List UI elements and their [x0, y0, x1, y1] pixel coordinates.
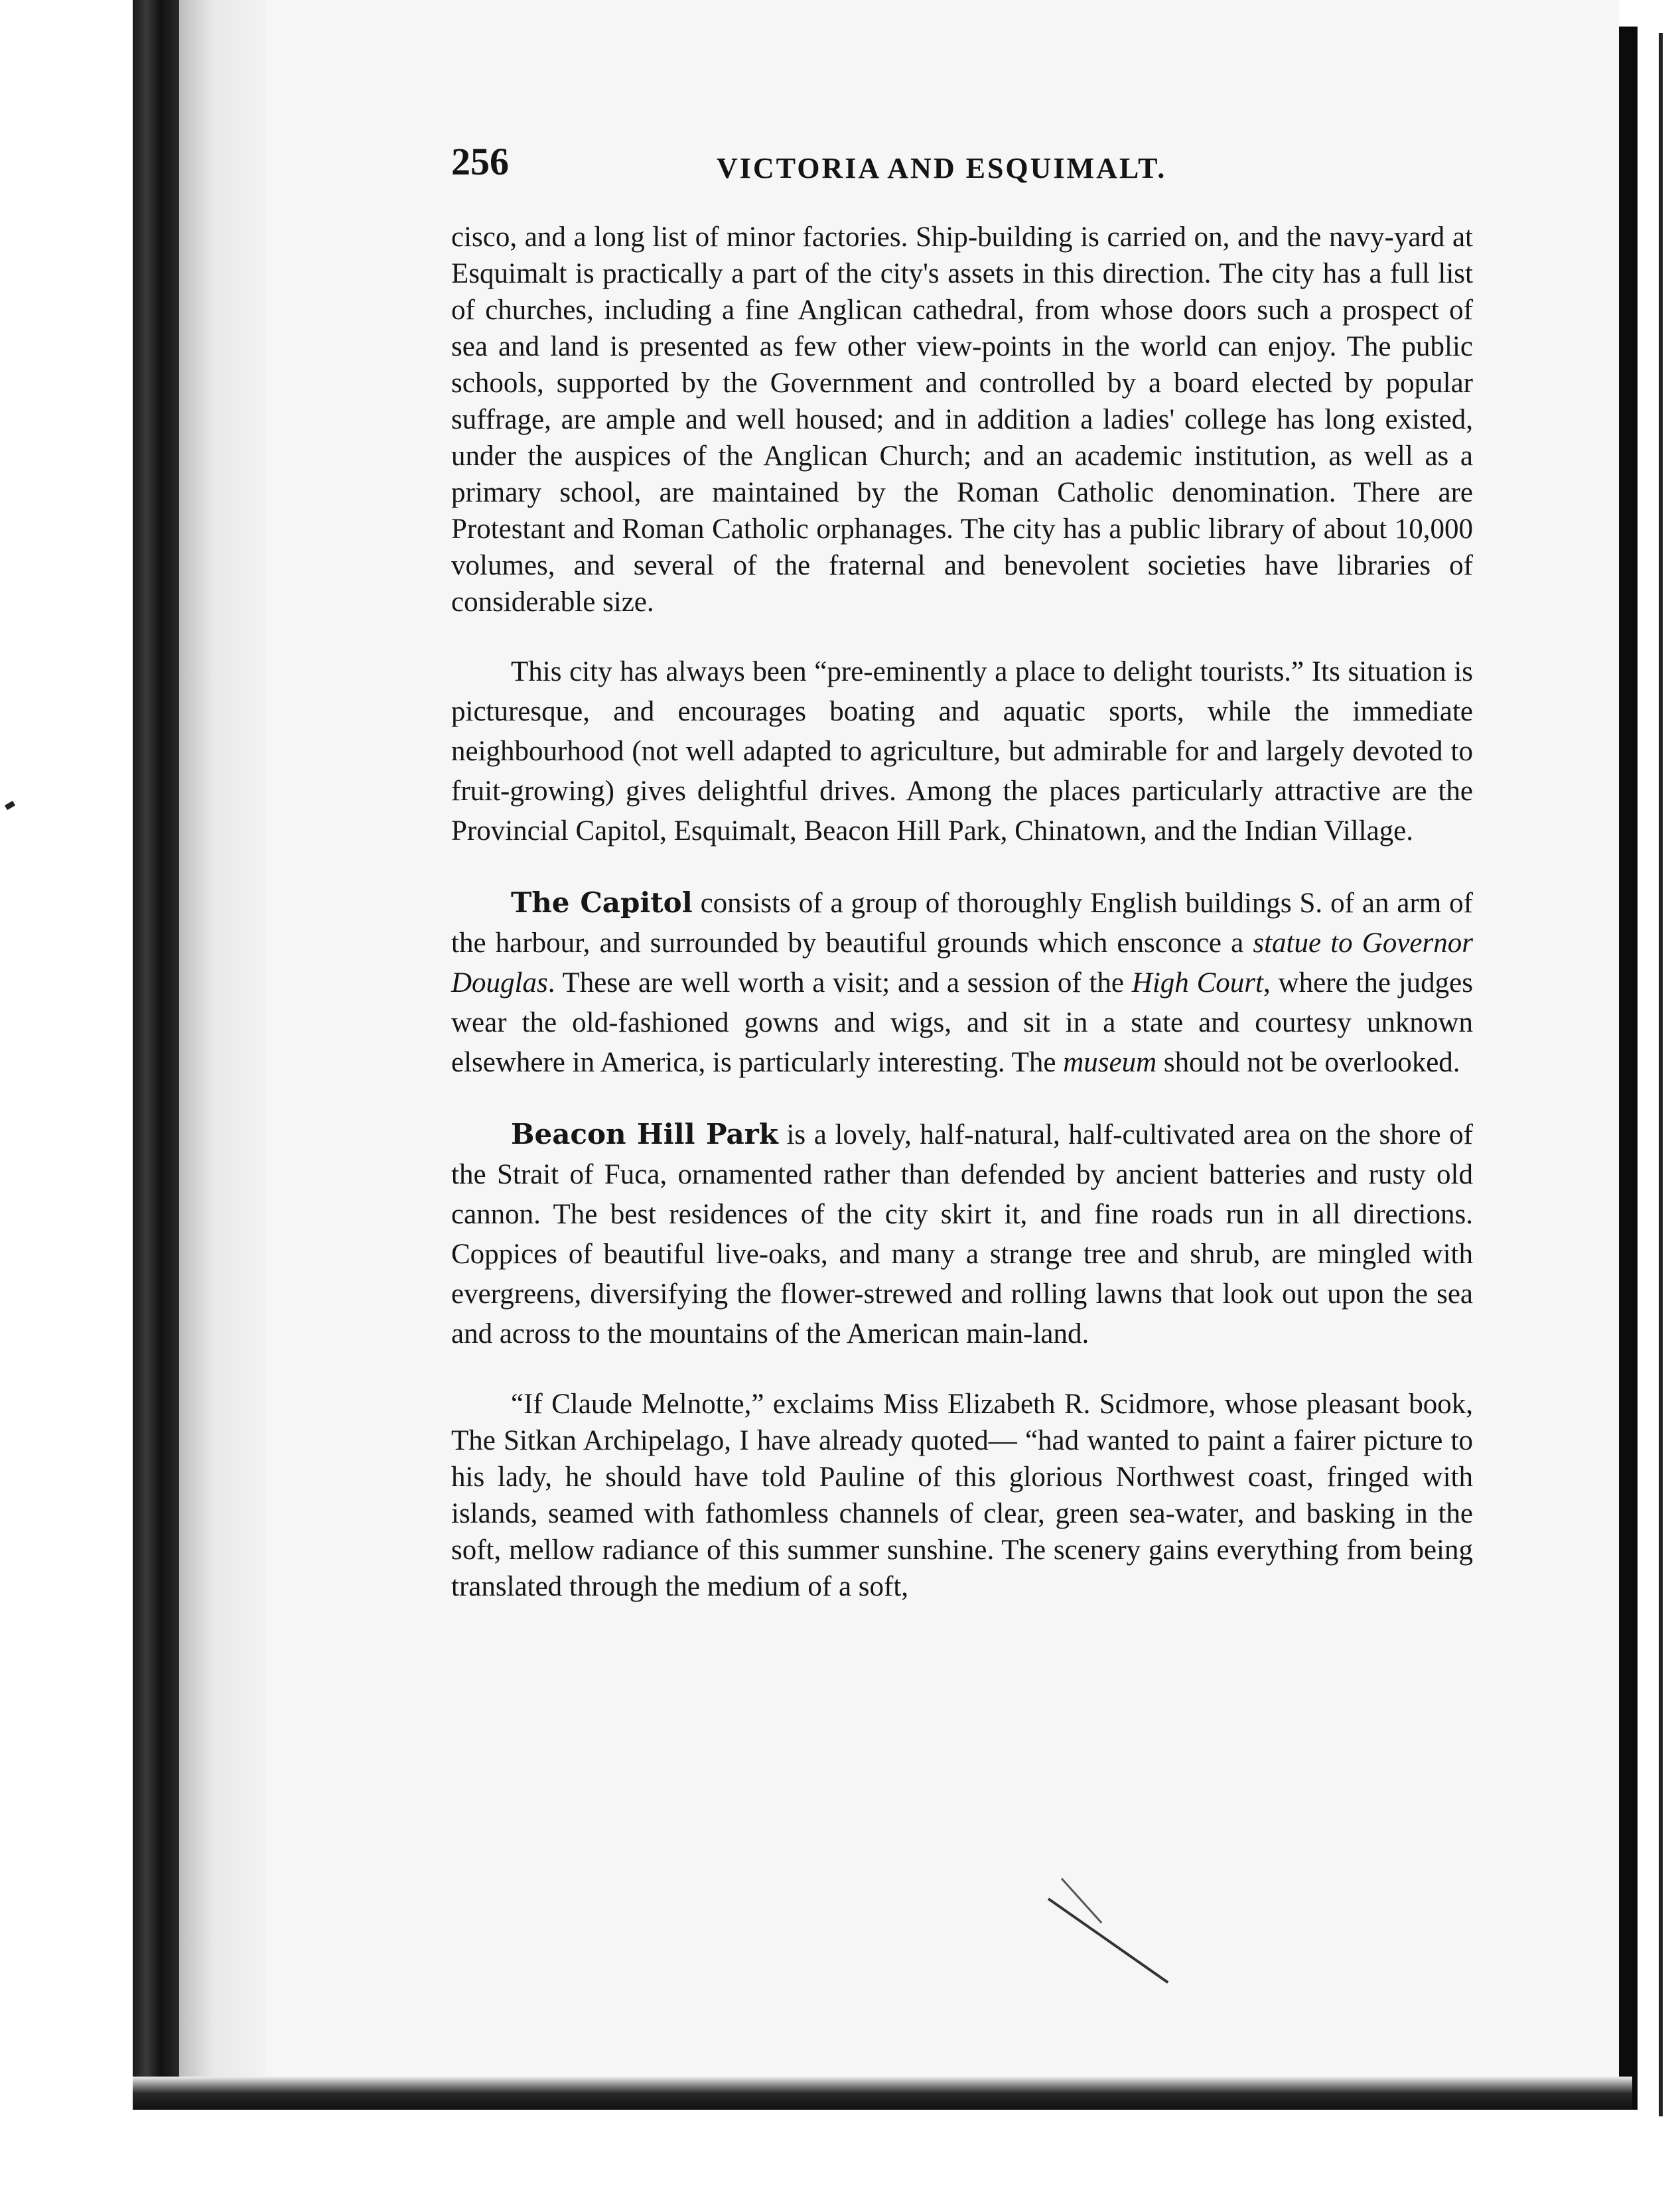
capitol-italic-statue: statue to Governor Douglas — [451, 927, 1473, 998]
capitol-text-1: consists of a group of thoroughly English buildings S. of an arm of the harbour, and surrounded by beautiful grounds which ensconce a — [451, 888, 1473, 959]
beacon-hill-text: is a lovely, half-natural, half-cultivated area on the shore of the Strait of Fuca, ornamented rather than defended by ancient batteries and rusty old cannon. The best residences of the city skirt it, and fine roads run in all directions. Coppices of beautiful live-oaks, and many a strange tree and shrub, are mingled with evergreens, diversifying the flower-strewed and rolling lawns that look out upon the sea and across to the mountains of the American main-land. — [451, 1119, 1473, 1349]
capitol-italic-museum: museum — [1063, 1047, 1157, 1078]
page-gutter-shadow — [1619, 27, 1638, 2110]
paragraph-cisco: cisco, and a long list of minor factories. Ship-building is carried on, and the navy-yard at Esquimalt is practically a part of the city's assets in this direction. The city has a full list of churches, including a fine Anglican cathedral, from whose doors such a prospect of sea and land is presented as few other view-points in the world can enjoy. The public schools, supported by the Government and controlled by a board elected by popular suffrage, are ample and well housed; and in addition a ladies' college has long existed, under the auspices of the Anglican Church; and an academic institution, as well as a primary school, are maintained by the Roman Catholic denomination. There are Protestant and Roman Catholic orphanages. The city has a public library of about 10,000 volumes, and several of the fraternal and benevolent societies have libraries of considerable size. — [451, 222, 1473, 618]
paragraph-beacon-hill — [451, 1115, 1473, 1354]
running-head: VICTORIA AND ESQUIMALT. — [717, 152, 1167, 184]
page-body — [451, 219, 1473, 1637]
paragraph-quotation: “If Claude Melnotte,” exclaims Miss Elizabeth R. Scidmore, whose pleasant book, The Sitkan Archipelago, I have already quoted— “had wanted to paint a fairer picture to his lady, he should have told Pauline of this glorious Northwest coast, fringed with islands, seamed with fathomless channels of clear, green sea-water, and basking in the soft, mellow radiance of this summer sunshine. The scenery gains everything from being translated through the medium of a soft, — [451, 1389, 1473, 1602]
page-number: 256 — [451, 140, 509, 183]
capitol-italic-court: High Court — [1131, 967, 1263, 998]
paragraph-capitol — [451, 883, 1473, 1083]
book-page — [265, 0, 1619, 2077]
scan-scratch-mark — [1048, 1897, 1169, 1983]
facing-page-edge — [1659, 33, 1680, 2116]
capitol-text-3: , where the judges wear the old-fashioned gowns and wigs, and sit in a state and courtesy unknown elsewhere in America, is particularly interesting. The — [451, 967, 1473, 1078]
paragraph-tourists: This city has always been “pre-eminently a place to delight tourists.” Its situation is picturesque, and encourages boating and aquatic sports, while the immediate neighbourhood (not well adapted to agriculture, but admirable for and largely devoted to fruit-growing) gives delightful drives. Among the places particularly attractive are the Provincial Capitol, Esquimalt, Beacon Hill Park, Chinatown, and the Indian Village. — [451, 656, 1473, 847]
book-bottom-edge — [133, 2077, 1632, 2110]
scan-scratch-mark — [1061, 1878, 1102, 1923]
beacon-hill-heading: Beacon Hill Park — [511, 1118, 778, 1150]
page-stack-edge — [179, 0, 265, 2110]
capitol-heading: The Capitol — [511, 886, 693, 919]
page-header — [451, 139, 1579, 192]
capitol-text-4: should not be overlooked. — [1156, 1047, 1460, 1078]
book-spine-edge — [133, 0, 179, 2110]
capitol-text-2: . These are well worth a visit; and a session of the — [547, 967, 1132, 998]
